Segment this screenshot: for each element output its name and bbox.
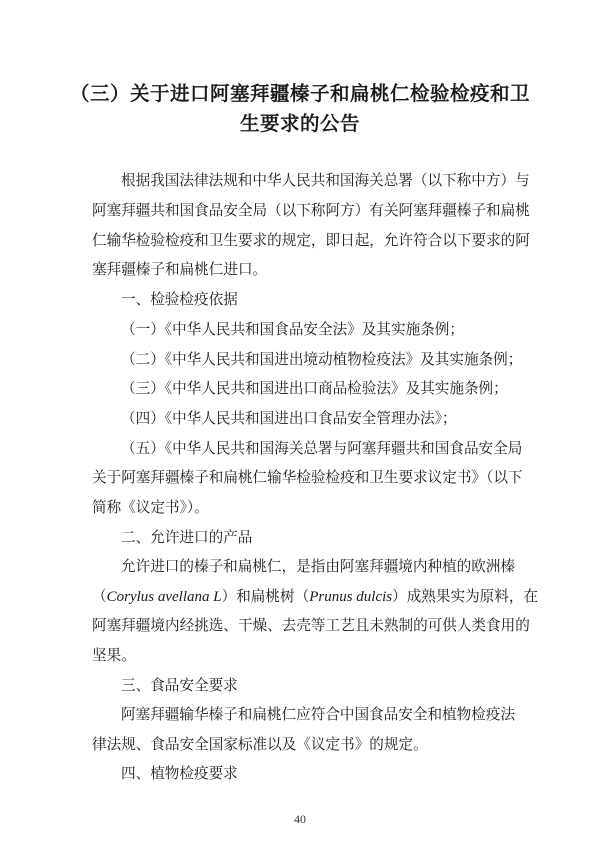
products-text-middle: ）和扁桃树（ xyxy=(221,588,310,605)
products-line-2 xyxy=(92,585,538,606)
basis-item-5-line-2: 关于阿塞拜疆榛子和扁桃仁输华检验检疫和卫生要求议定书》（以下 xyxy=(92,469,523,486)
products-paren-open: （ xyxy=(92,588,107,605)
products-line-3: 阿塞拜疆境内经挑选、干燥、去壳等工艺且未熟制的可供人类食用的 xyxy=(92,617,530,634)
section-1-heading: 一、检验检疫依据 xyxy=(121,291,238,308)
food-safety-line-2: 律法规、食品安全国家标准以及《议定书》的规定。 xyxy=(92,736,428,753)
intro-line-2: 阿塞拜疆共和国食品安全局（以下称阿方）有关阿塞拜疆榛子和扁桃 xyxy=(92,202,530,219)
section-3-heading: 三、食品安全要求 xyxy=(121,677,238,694)
prunus-latin-name: Prunus dulcis xyxy=(309,589,393,605)
title-line-2: 生要求的公告 xyxy=(239,112,360,135)
corylus-latin-name: Corylus avellana L xyxy=(106,589,222,605)
intro-line-3: 仁输华检验检疫和卫生要求的规定，即日起，允许符合以下要求的阿 xyxy=(92,232,530,249)
basis-item-2: （二）《中华人民共和国进出境动植物检疫法》及其实施条例； xyxy=(121,351,523,368)
intro-line-4: 塞拜疆榛子和扁桃仁进口。 xyxy=(92,261,268,278)
page-number: 40 xyxy=(294,812,306,826)
section-4-heading: 四、植物检疫要求 xyxy=(121,765,238,782)
basis-item-5-line-1: （五）《中华人民共和国海关总署与阿塞拜疆共和国食品安全局 xyxy=(121,440,523,457)
title-line-1: （三）关于进口阿塞拜疆榛子和扁桃仁检验检疫和卫 xyxy=(69,82,530,105)
basis-item-4: （四）《中华人民共和国进出口食品安全管理办法》； xyxy=(121,410,457,427)
basis-item-3: （三）《中华人民共和国进出口商品检验法》及其实施条例； xyxy=(121,380,508,397)
products-text-end: ）成熟果实为原料，在 xyxy=(392,588,539,605)
products-line-1: 允许进口的榛子和扁桃仁，是指由阿塞拜疆境内种植的欧洲榛 xyxy=(121,558,516,575)
section-2-heading: 二、允许进口的产品 xyxy=(121,529,253,546)
food-safety-line-1: 阿塞拜疆输华榛子和扁桃仁应符合中国食品安全和植物检疫法 xyxy=(121,706,516,723)
intro-line-1: 根据我国法律法规和中华人民共和国海关总署（以下称中方）与 xyxy=(121,172,530,189)
products-line-4: 坚果。 xyxy=(92,647,136,664)
basis-item-5-line-3: 简称《议定书》）。 xyxy=(92,499,209,516)
basis-item-1: （一）《中华人民共和国食品安全法》及其实施条例； xyxy=(121,321,464,338)
